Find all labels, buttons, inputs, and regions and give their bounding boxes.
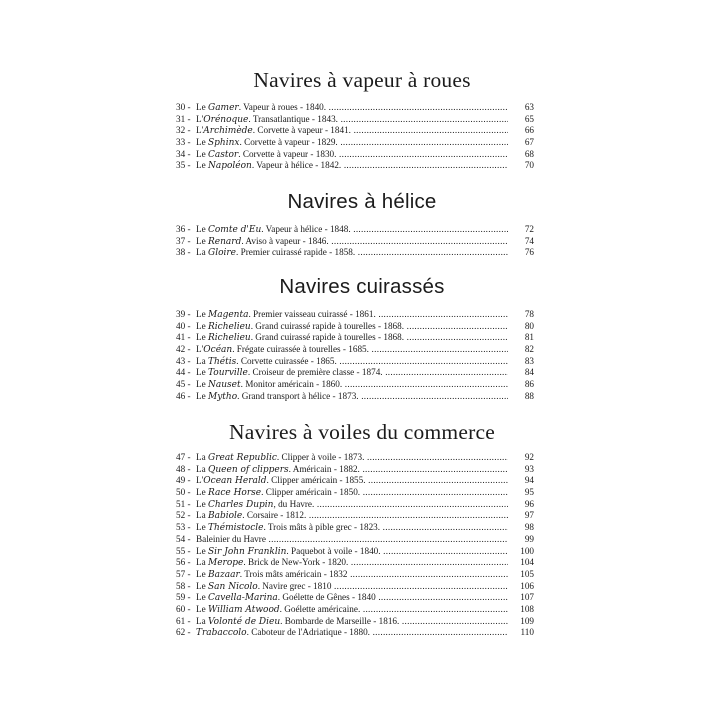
page-number: 100 bbox=[520, 545, 534, 556]
entry-number: 56 - bbox=[176, 557, 191, 568]
ship-name: Richelieu bbox=[208, 333, 251, 344]
section-entries bbox=[176, 309, 534, 403]
ship-name: Mytho bbox=[208, 391, 238, 402]
entry-number: 30 - bbox=[176, 102, 191, 112]
page-number: 76 bbox=[524, 247, 534, 258]
entry-number: 51 - bbox=[176, 498, 191, 509]
entry-description: . Goélette de Gênes - 1840 bbox=[277, 592, 376, 603]
toc-entry bbox=[176, 604, 534, 616]
section-title: Navires à vapeur à roues bbox=[253, 68, 471, 92]
entry-article: L' bbox=[196, 113, 204, 124]
entry-description: . Grand cuirassé rapide à tourelles - 1868. bbox=[250, 332, 405, 343]
entry-description: . Clipper américain - 1850. bbox=[261, 487, 361, 498]
ship-name: Thétis bbox=[208, 356, 237, 367]
entry-article: Baleinier du Havre bbox=[196, 533, 266, 544]
entry-text bbox=[196, 247, 508, 260]
entry-article: Le bbox=[196, 498, 208, 509]
ship-name: Napoléon bbox=[208, 161, 252, 172]
toc-entry bbox=[176, 522, 534, 534]
entry-description: . Croiseur de première classe - 1874. bbox=[247, 367, 383, 378]
entry-number: 59 - bbox=[176, 592, 191, 603]
entry-article: Le bbox=[196, 580, 208, 591]
ship-name: Nauset bbox=[208, 380, 241, 391]
entry-number: 41 - bbox=[176, 332, 191, 343]
ship-name: Trabaccolo bbox=[196, 628, 247, 639]
entry-article: Le bbox=[196, 568, 208, 579]
entry-number: 39 - bbox=[176, 309, 191, 319]
entry-number: 35 - bbox=[176, 160, 191, 171]
toc-entry bbox=[176, 160, 534, 172]
toc-entry bbox=[176, 149, 534, 161]
ship-name: Gloire bbox=[208, 248, 236, 259]
entry-description: . Vapeur à hélice - 1848. bbox=[261, 224, 351, 234]
entry-description: . Corvette à vapeur - 1830. bbox=[238, 148, 337, 159]
page-number: 109 bbox=[520, 615, 534, 626]
page-number: 82 bbox=[524, 344, 534, 355]
page-number: 80 bbox=[524, 320, 534, 331]
toc-entry bbox=[176, 309, 534, 321]
entry-number: 33 - bbox=[176, 137, 191, 148]
entry-number: 54 - bbox=[176, 533, 191, 544]
toc-entry bbox=[176, 534, 534, 546]
entry-number: 38 - bbox=[176, 247, 191, 258]
entry-number: 48 - bbox=[176, 463, 191, 474]
page-number: 107 bbox=[520, 592, 534, 603]
ship-name: Sir John Franklin bbox=[208, 546, 287, 557]
entry-article: Le bbox=[196, 592, 208, 603]
ship-name: Bazaar bbox=[208, 569, 240, 580]
toc-entry bbox=[176, 499, 534, 511]
entry-text bbox=[196, 391, 508, 404]
entry-number: 40 - bbox=[176, 320, 191, 331]
toc-entry bbox=[176, 367, 534, 379]
toc-entry bbox=[176, 332, 534, 344]
entry-description: . Trois mâts à pible grec - 1823. bbox=[263, 522, 381, 533]
entry-article: Le bbox=[196, 522, 208, 533]
entry-article: L' bbox=[196, 344, 204, 355]
entry-description: . Bombarde de Marseille - 1816. bbox=[280, 615, 400, 626]
entry-description: . Vapeur à roues - 1840. bbox=[238, 102, 327, 112]
section-entries bbox=[176, 224, 534, 259]
ship-name: Thémistocle bbox=[208, 523, 264, 534]
entry-number: 52 - bbox=[176, 510, 191, 521]
entry-number: 46 - bbox=[176, 390, 191, 401]
ship-name: Richelieu bbox=[208, 321, 251, 332]
entry-article: La bbox=[196, 557, 208, 568]
entry-description: . Transatlantique - 1843. bbox=[248, 113, 338, 124]
entry-number: 36 - bbox=[176, 224, 191, 234]
entry-article: L' bbox=[196, 475, 204, 486]
ship-name: Archimède bbox=[203, 126, 253, 137]
section-title: Navires cuirassés bbox=[279, 275, 445, 298]
ship-name: Castor bbox=[208, 149, 239, 160]
entry-text bbox=[196, 627, 508, 640]
entry-description: . Américain - 1882. bbox=[288, 463, 360, 474]
entry-article: Le bbox=[196, 137, 208, 148]
toc-entry bbox=[176, 356, 534, 368]
entry-article: La bbox=[196, 615, 208, 626]
page-number: 104 bbox=[520, 557, 534, 568]
entry-number: 61 - bbox=[176, 615, 191, 626]
page-number: 72 bbox=[524, 224, 534, 234]
entry-description: . Navire grec - 1810 bbox=[257, 580, 332, 591]
entry-article: La bbox=[196, 452, 208, 462]
entry-description: . Goélette américaine. bbox=[279, 603, 361, 614]
entry-article: Le bbox=[196, 603, 208, 614]
toc-entry bbox=[176, 247, 534, 259]
entry-number: 60 - bbox=[176, 603, 191, 614]
entry-article: Le bbox=[196, 235, 208, 246]
page-number: 74 bbox=[524, 235, 534, 246]
entry-article: Le bbox=[196, 320, 208, 331]
entry-article: Le bbox=[196, 148, 208, 159]
toc-entry bbox=[176, 321, 534, 333]
ship-name: Babiole bbox=[208, 511, 243, 522]
entry-description: . Corsaire - 1812. bbox=[242, 510, 307, 521]
toc-entry bbox=[176, 569, 534, 581]
page-number: 86 bbox=[524, 379, 534, 390]
entry-description: . Clipper américain - 1855. bbox=[266, 475, 366, 486]
entry-description: . Frégate cuirassée à tourelles - 1685. bbox=[232, 344, 369, 355]
entry-article: La bbox=[196, 510, 208, 521]
entry-description: . Premier vaisseau cuirassé - 1861. bbox=[248, 309, 376, 319]
page-number: 65 bbox=[524, 113, 534, 124]
entry-article: Le bbox=[196, 309, 208, 319]
toc-entry bbox=[176, 102, 534, 114]
entry-article: Le bbox=[196, 332, 208, 343]
entry-description: . Aviso à vapeur - 1846. bbox=[241, 235, 329, 246]
entry-description: , du Havre. bbox=[273, 498, 315, 509]
entry-article: Le bbox=[196, 487, 208, 498]
entry-description: . Trois mâts américain - 1832 bbox=[239, 568, 348, 579]
ship-name: Queen of clippers bbox=[208, 464, 289, 475]
ship-name: Tourville bbox=[208, 368, 248, 379]
toc-entry bbox=[176, 592, 534, 604]
ship-name: Renard bbox=[208, 236, 242, 247]
page-number: 70 bbox=[524, 160, 534, 171]
entry-article: Le bbox=[196, 379, 208, 390]
entry-number: 58 - bbox=[176, 580, 191, 591]
entry-number: 45 - bbox=[176, 379, 191, 390]
toc-entry bbox=[176, 224, 534, 236]
entry-description: . Premier cuirassé rapide - 1858. bbox=[236, 247, 356, 258]
page-number: 93 bbox=[524, 463, 534, 474]
entry-text bbox=[196, 160, 508, 173]
ship-name: Merope bbox=[208, 558, 244, 569]
page-number: 98 bbox=[524, 522, 534, 533]
entry-number: 57 - bbox=[176, 568, 191, 579]
ship-name: Magenta bbox=[208, 310, 249, 320]
entry-description: . Corvette à vapeur - 1829. bbox=[239, 137, 338, 148]
page-number: 66 bbox=[524, 125, 534, 136]
entry-article: La bbox=[196, 355, 208, 366]
section-entries bbox=[176, 102, 534, 172]
entry-number: 32 - bbox=[176, 125, 191, 136]
page-number: 105 bbox=[520, 568, 534, 579]
ship-name: Race Horse bbox=[208, 488, 262, 499]
toc-entry bbox=[176, 391, 534, 403]
page-number: 96 bbox=[524, 498, 534, 509]
entry-description: . Corvette cuirassée - 1865. bbox=[236, 355, 337, 366]
ship-name: Océan bbox=[203, 345, 233, 356]
toc-entry bbox=[176, 616, 534, 628]
entry-article: Le bbox=[196, 102, 208, 112]
toc-entry bbox=[176, 487, 534, 499]
page-number: 81 bbox=[524, 332, 534, 343]
entry-article: Le bbox=[196, 545, 208, 556]
page-number: 84 bbox=[524, 367, 534, 378]
toc-entry bbox=[176, 236, 534, 248]
entry-number: 42 - bbox=[176, 344, 191, 355]
entry-number: 62 - bbox=[176, 627, 191, 638]
toc-entry bbox=[176, 452, 534, 464]
entry-number: 47 - bbox=[176, 452, 191, 462]
page-number: 78 bbox=[524, 309, 534, 319]
entry-article: Le bbox=[196, 390, 208, 401]
ship-name: Great Republic bbox=[208, 453, 277, 463]
page-number: 92 bbox=[524, 452, 534, 462]
page-number: 68 bbox=[524, 148, 534, 159]
page-number: 83 bbox=[524, 355, 534, 366]
toc-entry bbox=[176, 627, 534, 639]
entry-description: . Monitor américain - 1860. bbox=[240, 379, 343, 390]
toc-entry bbox=[176, 344, 534, 356]
toc-entry bbox=[176, 581, 534, 593]
page-number: 94 bbox=[524, 475, 534, 486]
entry-description: . Grand transport à hélice - 1873. bbox=[237, 390, 359, 401]
entry-description: . Paquebot à voile - 1840. bbox=[286, 545, 381, 556]
entry-number: 50 - bbox=[176, 487, 191, 498]
ship-name: William Atwood bbox=[208, 604, 280, 615]
entry-number: 43 - bbox=[176, 355, 191, 366]
toc-entry bbox=[176, 557, 534, 569]
entry-number: 37 - bbox=[176, 235, 191, 246]
ship-name: Ocean Herald bbox=[203, 476, 267, 487]
entry-number: 49 - bbox=[176, 475, 191, 486]
page-number: 108 bbox=[520, 603, 534, 614]
ship-name: Orénoque bbox=[203, 114, 249, 125]
entry-number: 53 - bbox=[176, 522, 191, 533]
toc-entry bbox=[176, 475, 534, 487]
entry-article: Le bbox=[196, 224, 208, 234]
page-number: 106 bbox=[520, 580, 534, 591]
entry-number: 44 - bbox=[176, 367, 191, 378]
page-number: 110 bbox=[520, 627, 534, 638]
ship-name: Charles Dupin bbox=[208, 499, 274, 510]
toc-entry bbox=[176, 125, 534, 137]
toc-entry bbox=[176, 546, 534, 558]
entry-article: La bbox=[196, 247, 208, 258]
entry-description: . Vapeur à hélice - 1842. bbox=[251, 160, 342, 171]
toc-entry bbox=[176, 379, 534, 391]
entry-description: . Corvette à vapeur - 1841. bbox=[252, 125, 351, 136]
toc-entry bbox=[176, 114, 534, 126]
entry-description: . Brick de New-York - 1820. bbox=[243, 557, 349, 568]
ship-name: Comte d'Eu bbox=[208, 225, 262, 235]
section-title: Navires à voiles du commerce bbox=[229, 420, 495, 444]
toc-entry bbox=[176, 510, 534, 522]
page-number: 99 bbox=[524, 533, 534, 544]
ship-name: Volonté de Dieu bbox=[208, 616, 281, 627]
entry-article: L' bbox=[196, 125, 204, 136]
toc-entry bbox=[176, 137, 534, 149]
entry-article: Le bbox=[196, 160, 208, 171]
ship-name: San Nicolo bbox=[208, 581, 258, 592]
page-number: 63 bbox=[524, 102, 534, 112]
entry-description: . Grand cuirassé rapide à tourelles - 1868. bbox=[250, 320, 405, 331]
page-number: 88 bbox=[524, 390, 534, 401]
entry-article: Le bbox=[196, 367, 208, 378]
ship-name: Gamer bbox=[208, 103, 239, 113]
entry-article: La bbox=[196, 463, 208, 474]
entry-number: 34 - bbox=[176, 148, 191, 159]
entry-number: 31 - bbox=[176, 113, 191, 124]
section-title: Navires à hélice bbox=[287, 190, 437, 213]
section-entries bbox=[176, 452, 534, 639]
entry-number: 55 - bbox=[176, 545, 191, 556]
toc-entry bbox=[176, 464, 534, 476]
page-number: 67 bbox=[524, 137, 534, 148]
page-number: 97 bbox=[524, 510, 534, 521]
ship-name: Cavella-Marina bbox=[208, 593, 278, 604]
page-number: 95 bbox=[524, 487, 534, 498]
entry-description: . Caboteur de l'Adriatique - 1880. bbox=[246, 627, 370, 638]
entry-description: . Clipper à voile - 1873. bbox=[276, 452, 365, 462]
ship-name: Sphinx bbox=[208, 138, 240, 149]
